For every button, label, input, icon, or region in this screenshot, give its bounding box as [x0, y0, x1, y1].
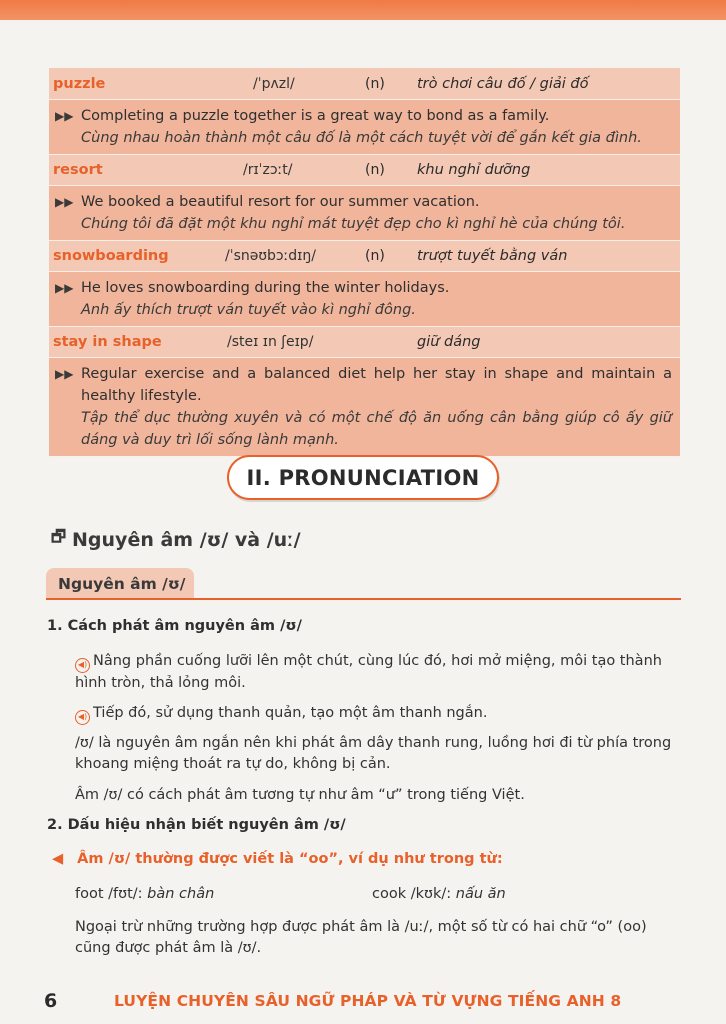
vocab-word-row — [49, 241, 680, 272]
vocab-word: snowboarding — [53, 248, 169, 264]
vocab-ipa: /ˈsnəʊbɔːdɪŋ/ — [225, 248, 316, 264]
vocab-word-row — [49, 327, 680, 358]
note-text: Âm /ʊ/ thường được viết là “oo”, ví dụ như trong từ: — [77, 851, 503, 867]
vocab-meaning: khu nghỉ dưỡng — [417, 162, 531, 178]
vocab-example — [49, 358, 680, 457]
example-vietnamese: Tập thể dục thường xuyên và có một chế độ ăn uống cân bằng giúp cô ấy giữ dáng và duy trì lối sống lành mạnh. — [81, 410, 672, 448]
vocab-meaning: giữ dáng — [417, 334, 481, 350]
divider — [46, 598, 681, 600]
double-arrow-icon: ▶▶ — [55, 367, 74, 381]
window-icon: 🗗 — [51, 527, 67, 546]
section-heading-text: II. PRONUNCIATION — [246, 465, 480, 490]
example-english: Completing a puzzle together is a great way to bond as a family. — [81, 108, 550, 124]
vocab-word: puzzle — [53, 75, 106, 92]
example-vietnamese: Anh ấy thích trượt ván tuyết vào kì nghỉ đông. — [81, 302, 416, 318]
vowel-title-text: Nguyên âm /ʊ/ và /uː/ — [72, 528, 301, 551]
example-vietnamese: Chúng tôi đã đặt một khu nghỉ mát tuyệt đẹp cho kì nghỉ hè của chúng tôi. — [81, 216, 626, 232]
vocab-example — [49, 272, 680, 327]
paragraph: /ʊ/ là nguyên âm ngắn nên khi phát âm dây thanh rung, luồng hơi đi từ phía trong khoang miệng thoát ra tự do, không bị cản. — [75, 735, 672, 772]
note — [52, 851, 503, 867]
page-number: 6 — [44, 990, 58, 1012]
sub-tab-label: Nguyên âm /ʊ/ — [58, 574, 186, 593]
vocab-word-row — [49, 68, 680, 100]
vocab-ipa: /rɪˈzɔːt/ — [243, 162, 293, 178]
vocab-word-row — [49, 155, 680, 186]
vocab-example — [49, 186, 680, 241]
heading-pronunciation: 1. Cách phát âm nguyên âm /ʊ/ — [47, 618, 302, 634]
bullet-paragraph — [75, 703, 678, 725]
example-vietnamese: Cùng nhau hoàn thành một câu đố là một cách tuyệt vời để gắn kết gia đình. — [81, 130, 642, 146]
vowel-title — [51, 526, 301, 553]
vocab-meaning: trượt tuyết bằng ván — [417, 248, 568, 264]
example-word — [75, 886, 214, 902]
double-arrow-icon: ▶▶ — [55, 109, 74, 123]
example-english: We booked a beautiful resort for our summer vacation. — [81, 194, 480, 210]
speaker-icon: ◀) — [75, 658, 90, 673]
example-word-ipa: cook /kʊk/: — [372, 886, 456, 902]
heading-signs: 2. Dấu hiệu nhận biết nguyên âm /ʊ/ — [47, 817, 346, 833]
example-english: Regular exercise and a balanced diet help her stay in shape and maintain a healthy lifestyle. — [81, 366, 672, 404]
vocab-ipa: /steɪ ɪn ʃeɪp/ — [227, 334, 314, 350]
paragraph: Âm /ʊ/ có cách phát âm tương tự như âm “ư” trong tiếng Việt. — [75, 787, 525, 803]
flag-icon: ◀ — [52, 851, 64, 867]
top-color-band — [0, 0, 726, 20]
vocab-pos: (n) — [365, 75, 385, 92]
section-heading — [227, 455, 499, 500]
book-title: LUYỆN CHUYÊN SÂU NGỮ PHÁP VÀ TỪ VỰNG TIẾNG ANH 8 — [114, 992, 622, 1010]
bullet-paragraph — [75, 651, 678, 694]
vocab-meaning: trò chơi câu đố / giải đố — [417, 75, 589, 92]
example-word — [372, 886, 506, 902]
bullet-text: Tiếp đó, sử dụng thanh quản, tạo một âm thanh ngắn. — [93, 705, 488, 721]
vocab-ipa: /ˈpʌzl/ — [253, 75, 295, 92]
vocab-example — [49, 100, 680, 155]
vocabulary-table — [49, 68, 680, 457]
double-arrow-icon: ▶▶ — [55, 281, 74, 295]
vocab-pos: (n) — [365, 162, 385, 178]
speaker-icon: ◀) — [75, 710, 90, 725]
vocab-word: resort — [53, 162, 103, 178]
vocab-pos: (n) — [365, 248, 385, 264]
sub-section-tab — [46, 568, 194, 599]
example-english: He loves snowboarding during the winter holidays. — [81, 280, 450, 296]
example-word-ipa: foot /fʊt/: — [75, 886, 148, 902]
example-word-meaning: nấu ăn — [455, 886, 506, 902]
vocab-word: stay in shape — [53, 334, 162, 350]
double-arrow-icon: ▶▶ — [55, 195, 74, 209]
page-footer — [44, 990, 621, 1012]
example-word-meaning: bàn chân — [147, 886, 215, 902]
paragraph: Ngoại trừ những trường hợp được phát âm là /uː/, một số từ có hai chữ “o” (oo) cũng được phát âm là /ʊ/. — [75, 919, 647, 956]
bullet-text: Nâng phần cuống lưỡi lên một chút, cùng lúc đó, hơi mở miệng, môi tạo thành hình tròn, thả lỏng môi. — [75, 653, 662, 691]
